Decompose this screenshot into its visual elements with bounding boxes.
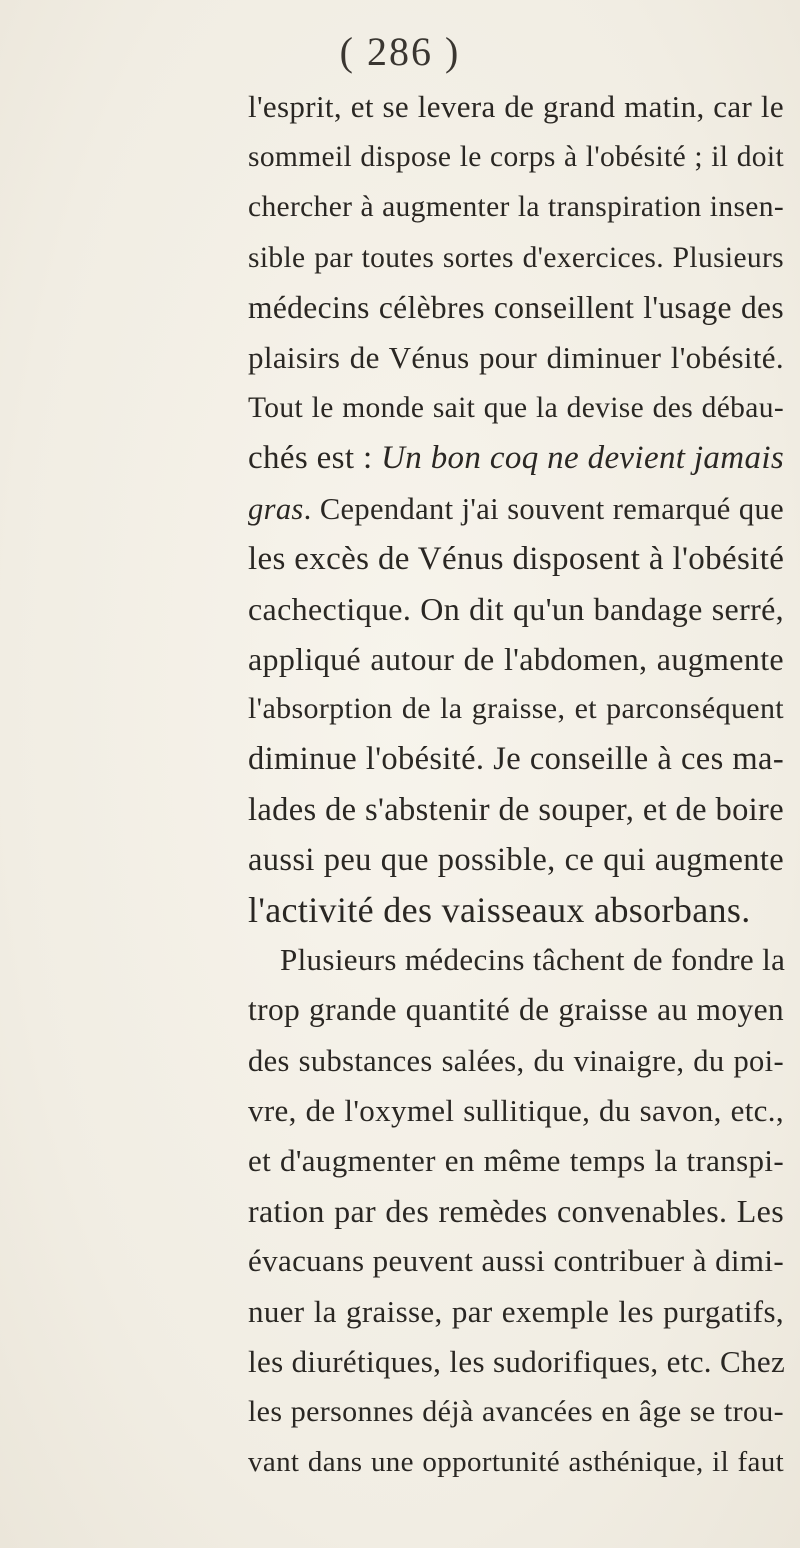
text-line	[248, 333, 784, 383]
text-line	[248, 1136, 784, 1186]
text-line	[248, 1236, 784, 1286]
text-line	[248, 1387, 784, 1437]
page-number: ( 286 )	[339, 29, 461, 74]
text-line	[248, 484, 784, 534]
line-text: trop grande quantité de graisse au moyen	[248, 992, 784, 1028]
text-line	[248, 584, 784, 634]
text-line	[248, 1036, 784, 1086]
text-line	[248, 433, 784, 483]
line-text: les diurétiques, les sudorifiques, etc. Chez	[248, 1343, 786, 1379]
line-text: les personnes déjà avancées en âge se trou-	[248, 1394, 784, 1428]
line-text: les excès de Vénus disposent à l'obésité	[248, 540, 785, 577]
line-text: nuer la graisse, par exemple les purgatifs,	[248, 1293, 784, 1329]
body-text	[248, 82, 784, 1487]
text-line	[248, 985, 784, 1035]
line-text: appliqué autour de l'abdomen, augmente	[248, 641, 784, 678]
text-line	[248, 935, 784, 985]
text-line	[248, 835, 784, 885]
text-line	[248, 534, 784, 584]
line-text: ration par des remèdes convenables. Les	[248, 1193, 784, 1230]
text-line	[248, 734, 784, 784]
line-text: sible par toutes sortes d'exercices. Plusieurs	[248, 241, 784, 274]
line-text: lades de s'abstenir de souper, et de boire	[248, 791, 784, 828]
text-line	[248, 684, 784, 734]
line-text: diminue l'obésité. Je conseille à ces ma-	[248, 741, 784, 778]
text-line	[248, 1186, 784, 1236]
text-line	[248, 132, 784, 182]
line-text: cachectique. On dit qu'un bandage serré,	[248, 590, 784, 627]
text-line	[248, 1337, 784, 1387]
italic-text: gras	[248, 491, 304, 526]
line-text: plaisirs de Vénus pour diminuer l'obésité.	[248, 339, 784, 375]
line-text: . Cependant j'ai souvent remarqué que	[303, 491, 784, 526]
line-text: l'activité des vaisseaux absorbans.	[248, 890, 751, 930]
line-text: vre, de l'oxymel sullitique, du savon, etc.,	[248, 1092, 784, 1128]
text-line	[248, 1086, 784, 1136]
line-text: chercher à augmenter la transpiration insen-	[248, 191, 784, 224]
line-text: aussi peu que possible, ce qui augmente	[248, 841, 784, 878]
line-text: l'absorption de la graisse, et parconséquent	[248, 692, 784, 726]
line-text: des substances salées, du vinaigre, du poi-	[248, 1043, 784, 1078]
text-line	[248, 383, 784, 433]
line-text: médecins célèbres conseillent l'usage des	[248, 289, 784, 325]
text-line	[248, 634, 784, 684]
italic-text: Un bon coq ne devient jamais	[381, 440, 785, 477]
line-text: et d'augmenter en même temps la transpi-	[248, 1142, 784, 1178]
text-line	[248, 785, 784, 835]
line-text: chés est :	[248, 440, 382, 477]
text-line	[248, 283, 784, 333]
text-line	[248, 885, 784, 935]
text-line	[248, 1287, 784, 1337]
text-line	[248, 1437, 784, 1487]
text-line	[248, 182, 784, 232]
line-text: l'esprit, et se levera de grand matin, car le	[248, 89, 784, 124]
line-text: Plusieurs médecins tâchent de fondre la	[280, 942, 786, 978]
text-line	[248, 233, 784, 283]
line-text: sommeil dispose le corps à l'obésité ; il doit	[248, 141, 784, 174]
line-text: Tout le monde sait que la devise des débau-	[248, 392, 784, 425]
text-line	[248, 82, 784, 132]
line-text: évacuans peuvent aussi contribuer à dimi-	[248, 1243, 784, 1279]
line-text: vant dans une opportunité asthénique, il faut	[248, 1446, 784, 1479]
